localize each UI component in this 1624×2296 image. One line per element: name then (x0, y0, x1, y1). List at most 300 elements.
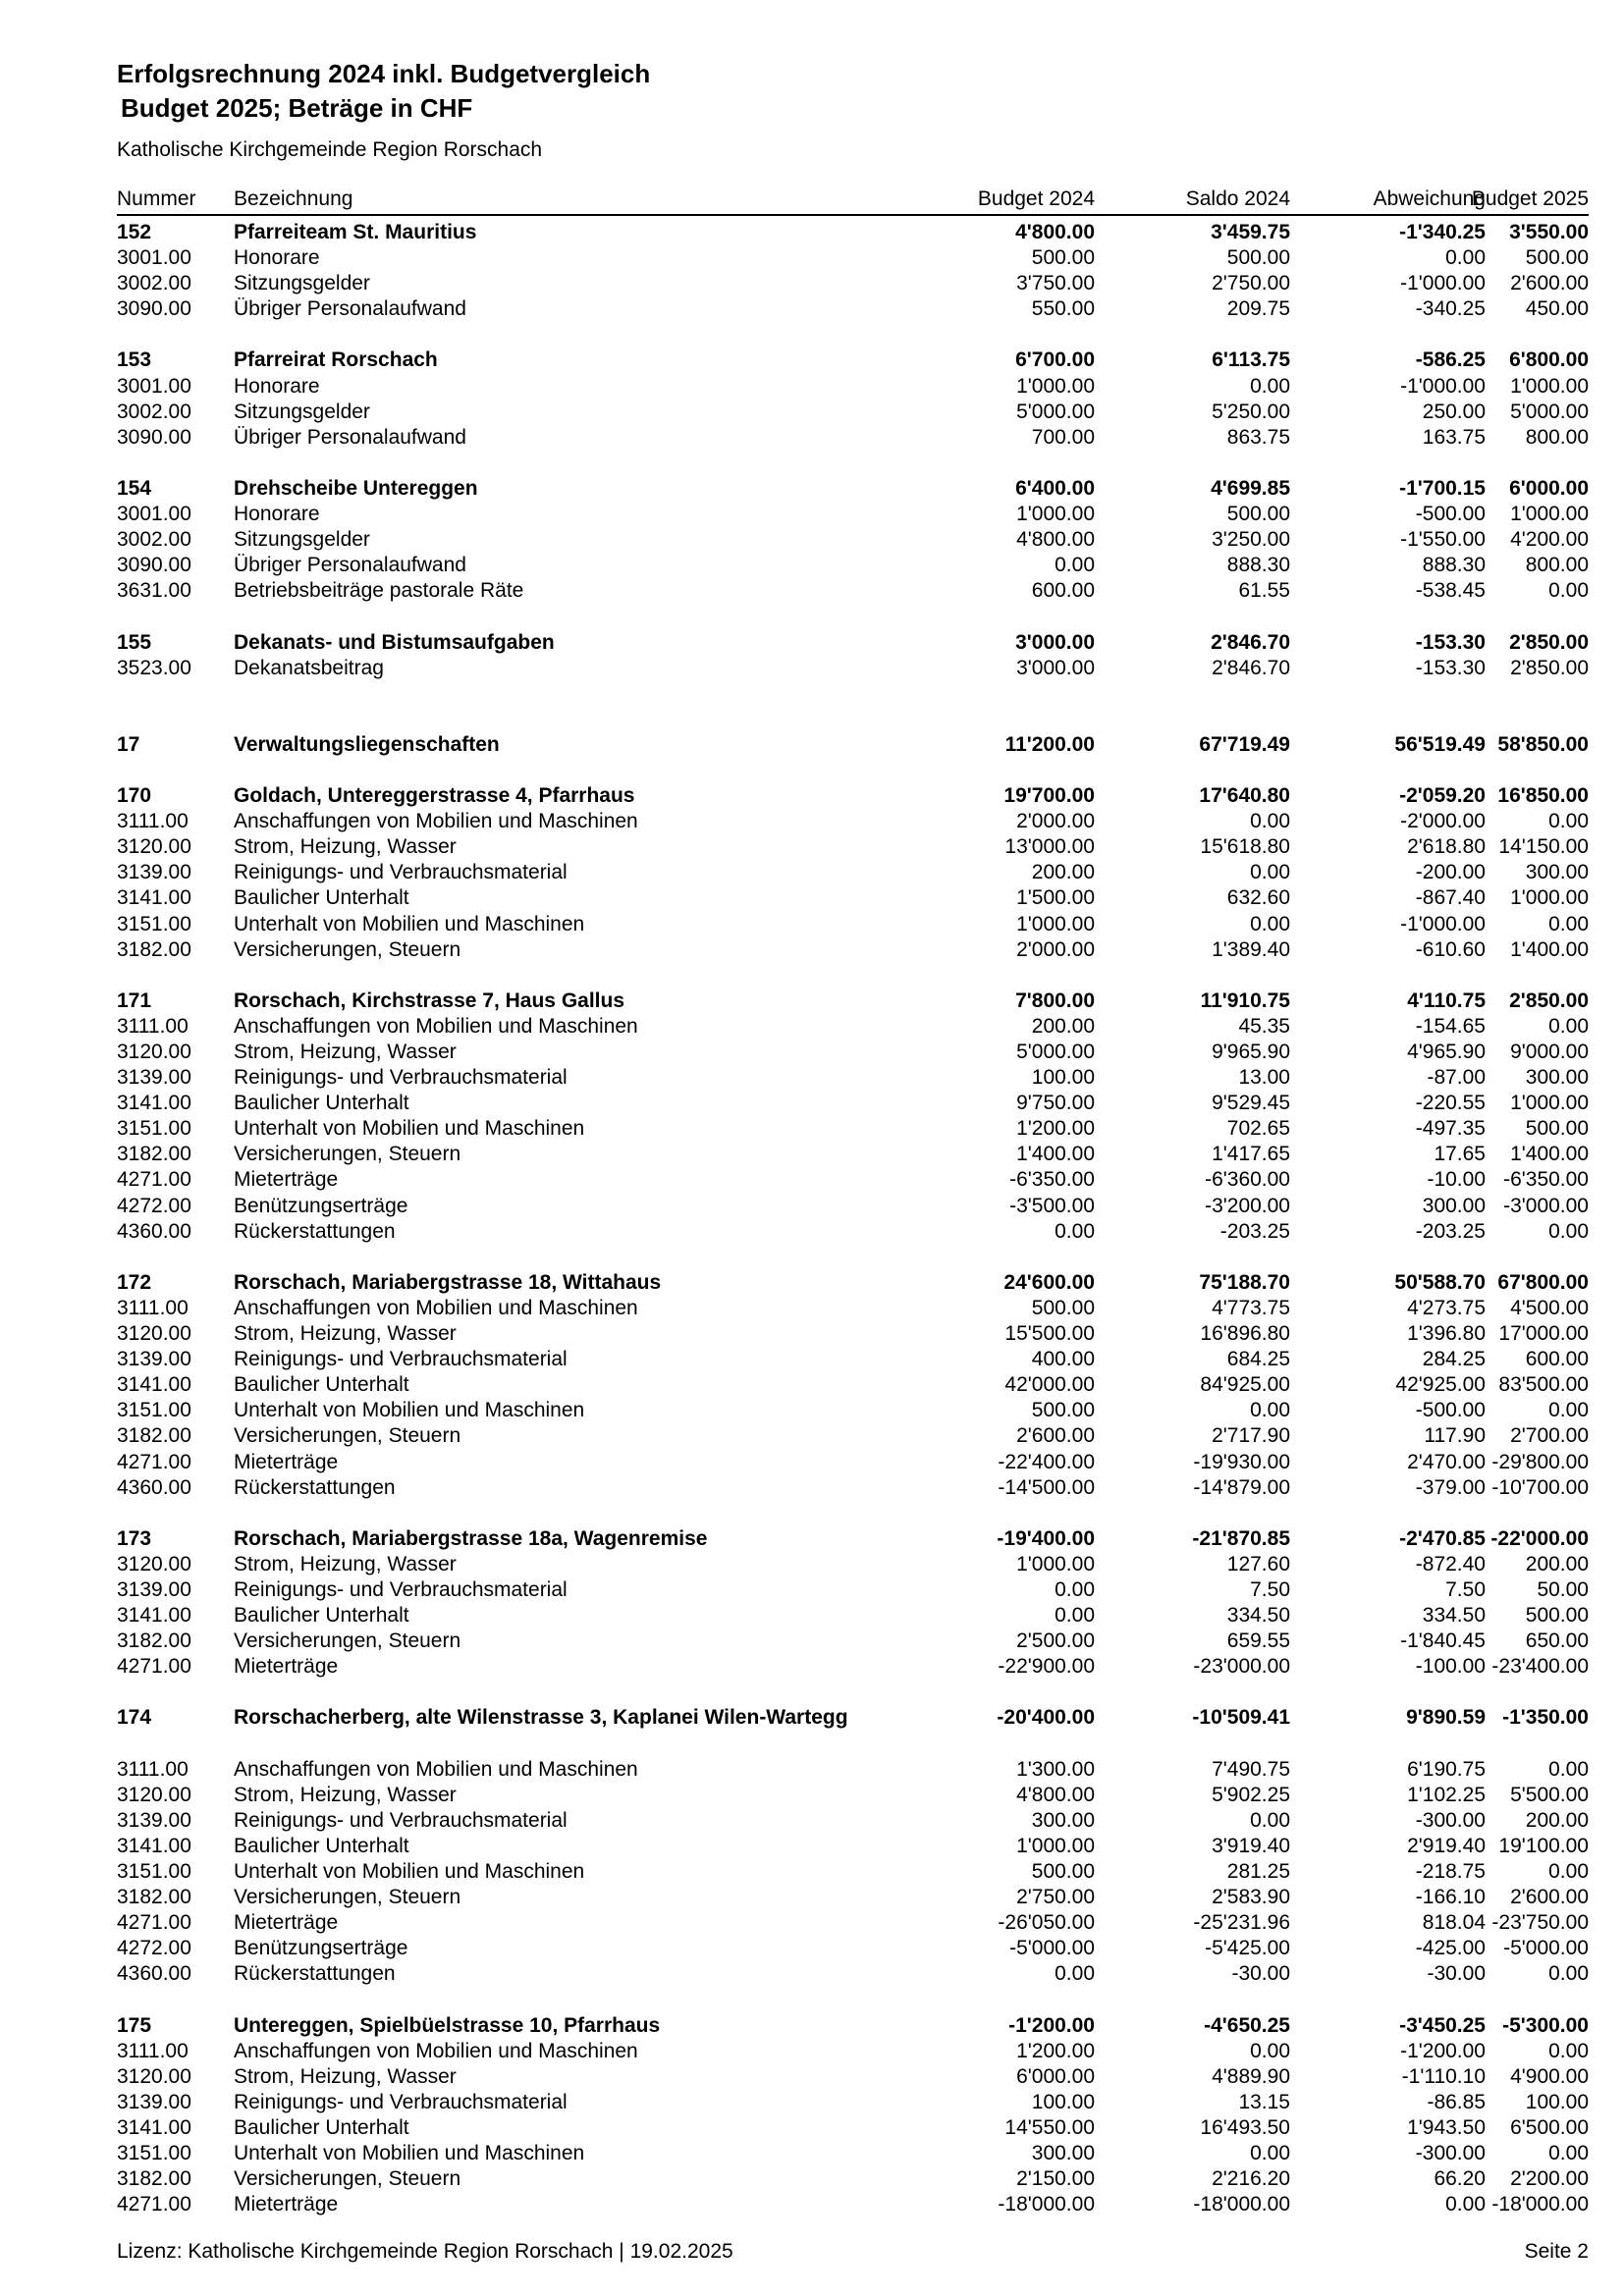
cell-bezeichnung: Rorschacherberg, alte Wilenstrasse 3, Kaplanei Wilen-Wartegg (234, 1706, 848, 1730)
cell-saldo-2024: 888.30 (1226, 554, 1290, 577)
cell-abweichung: 0.00 (1445, 2193, 1486, 2216)
cell-abweichung: -500.00 (1415, 503, 1486, 526)
cell-budget-2025: 2'600.00 (1510, 1886, 1589, 1909)
cell-budget-2024: 500.00 (1031, 246, 1095, 270)
cell-abweichung: -10.00 (1427, 1168, 1486, 1192)
cell-abweichung: 284.25 (1422, 1348, 1486, 1371)
cell-budget-2025: -10'700.00 (1491, 1475, 1589, 1499)
cell-abweichung: -2'059.20 (1399, 784, 1486, 808)
cell-nummer: 4271.00 (117, 1450, 191, 1473)
cell-saldo-2024: 5'250.00 (1212, 400, 1290, 423)
table-row (117, 578, 1589, 604)
cell-saldo-2024: -25'231.96 (1193, 1911, 1290, 1935)
table-row (117, 2166, 1589, 2192)
table-row (117, 937, 1589, 963)
cell-abweichung: -153.30 (1415, 630, 1486, 654)
cell-abweichung: -872.40 (1415, 1552, 1486, 1575)
cell-nummer: 3141.00 (117, 1604, 191, 1628)
cell-bezeichnung: Honorare (234, 503, 320, 526)
cell-saldo-2024: 67'719.49 (1199, 732, 1290, 756)
cell-budget-2025: 1'400.00 (1510, 937, 1589, 961)
table-row (117, 2064, 1589, 2090)
cell-bezeichnung: Sitzungsgelder (234, 272, 370, 295)
cell-budget-2025: 300.00 (1525, 861, 1589, 884)
cell-saldo-2024: 209.75 (1226, 297, 1290, 321)
cell-nummer: 3151.00 (117, 1117, 191, 1141)
cell-budget-2025: 2'600.00 (1510, 272, 1589, 295)
cell-budget-2024: 1'000.00 (1016, 374, 1095, 398)
cell-saldo-2024: 11'910.75 (1200, 988, 1290, 1012)
cell-budget-2024: 7'800.00 (1015, 988, 1095, 1012)
cell-bezeichnung: Mieterträge (234, 2193, 339, 2216)
cell-bezeichnung: Unterhalt von Mobilien und Maschinen (234, 1860, 585, 1883)
cell-saldo-2024: 659.55 (1226, 1629, 1290, 1653)
cell-nummer: 3111.00 (117, 810, 189, 833)
cell-budget-2025: 6'000.00 (1509, 476, 1589, 500)
cell-budget-2024: 6'000.00 (1016, 2064, 1095, 2088)
cell-budget-2025: 17'000.00 (1498, 1322, 1589, 1346)
cell-nummer: 4271.00 (117, 1655, 191, 1679)
cell-abweichung: -220.55 (1415, 1092, 1486, 1115)
cell-budget-2024: -20'400.00 (997, 1706, 1095, 1730)
row-spacer (117, 322, 1589, 347)
cell-abweichung: -1'000.00 (1400, 272, 1486, 295)
cell-abweichung: 2'470.00 (1407, 1450, 1486, 1473)
table-row (117, 553, 1589, 578)
cell-budget-2025: 0.00 (1548, 2142, 1589, 2165)
table-row (117, 834, 1589, 860)
cell-saldo-2024: 500.00 (1226, 246, 1290, 270)
table-row (117, 1577, 1589, 1603)
cell-budget-2024: 2'000.00 (1016, 937, 1095, 961)
cell-budget-2025: 0.00 (1548, 810, 1589, 833)
table-row (117, 912, 1589, 937)
table-row (117, 2115, 1589, 2141)
cell-bezeichnung: Anschaffungen von Mobilien und Maschinen (234, 1296, 638, 1319)
cell-budget-2025: 600.00 (1525, 1348, 1589, 1371)
cell-bezeichnung: Reinigungs- und Verbrauchsmaterial (234, 1577, 568, 1601)
table-row-group (117, 988, 1589, 1014)
table-row (117, 1040, 1589, 1065)
cell-nummer: 4272.00 (117, 1194, 191, 1217)
cell-budget-2025: 4'200.00 (1510, 528, 1589, 552)
cell-budget-2025: 2'850.00 (1509, 630, 1589, 654)
cell-budget-2025: 58'850.00 (1497, 732, 1589, 756)
table-row-group (117, 476, 1589, 502)
cell-budget-2024: 3'750.00 (1016, 272, 1095, 295)
cell-saldo-2024: 0.00 (1250, 1808, 1290, 1832)
cell-budget-2024: 4'800.00 (1016, 528, 1095, 552)
table-row (117, 2090, 1589, 2115)
cell-nummer: 172 (117, 1270, 152, 1294)
cell-saldo-2024: 17'640.80 (1199, 784, 1290, 808)
cell-bezeichnung: Rorschach, Kirchstrasse 7, Haus Gallus (234, 988, 625, 1012)
cell-saldo-2024: -5'425.00 (1205, 1937, 1290, 1960)
cell-nummer: 3139.00 (117, 1066, 191, 1090)
table-row (117, 809, 1589, 834)
cell-budget-2024: -19'400.00 (997, 1526, 1095, 1550)
cell-saldo-2024: 3'919.40 (1212, 1834, 1290, 1857)
table-row (117, 374, 1589, 400)
cell-bezeichnung: Strom, Heizung, Wasser (234, 835, 457, 859)
cell-abweichung: 2'919.40 (1407, 1834, 1486, 1857)
cell-nummer: 3120.00 (117, 1783, 191, 1806)
table-row (117, 400, 1589, 425)
cell-bezeichnung: Mieterträge (234, 1450, 339, 1473)
cell-nummer: 3120.00 (117, 835, 191, 859)
cell-saldo-2024: -23'000.00 (1193, 1655, 1290, 1679)
cell-bezeichnung: Rorschach, Mariabergstrasse 18a, Wagenremise (234, 1526, 708, 1550)
cell-budget-2025: 500.00 (1525, 246, 1589, 270)
cell-saldo-2024: -30.00 (1231, 1962, 1290, 1986)
cell-abweichung: 4'110.75 (1407, 988, 1486, 1012)
cell-nummer: 3001.00 (117, 503, 191, 526)
cell-saldo-2024: 0.00 (1250, 1399, 1290, 1422)
cell-saldo-2024: 0.00 (1250, 861, 1290, 884)
table-row-group (117, 1705, 1589, 1756)
cell-budget-2025: 0.00 (1548, 1757, 1589, 1781)
cell-nummer: 3182.00 (117, 2167, 191, 2191)
table-row (117, 860, 1589, 885)
cell-budget-2024: -26'050.00 (998, 1911, 1095, 1935)
cell-budget-2024: 700.00 (1031, 425, 1095, 449)
cell-saldo-2024: 5'902.25 (1212, 1783, 1290, 1806)
cell-nummer: 152 (117, 221, 152, 243)
cell-budget-2025: 0.00 (1548, 1962, 1589, 1986)
cell-budget-2025: -22'000.00 (1490, 1526, 1589, 1550)
table-row (117, 1859, 1589, 1885)
cell-bezeichnung: Strom, Heizung, Wasser (234, 1322, 457, 1346)
cell-saldo-2024: 9'965.90 (1212, 1041, 1290, 1063)
cell-bezeichnung: Reinigungs- und Verbrauchsmaterial (234, 1348, 568, 1371)
cell-saldo-2024: 2'846.70 (1212, 656, 1290, 679)
row-spacer (117, 1680, 1589, 1705)
cell-nummer: 3090.00 (117, 297, 191, 321)
cell-budget-2024: 500.00 (1031, 1860, 1095, 1883)
cell-bezeichnung: Strom, Heizung, Wasser (234, 1041, 457, 1063)
cell-abweichung: -497.35 (1415, 1117, 1486, 1141)
cell-saldo-2024: 16'493.50 (1200, 2115, 1290, 2139)
table-row (117, 1219, 1589, 1245)
cell-budget-2024: 1'000.00 (1016, 503, 1095, 526)
cell-saldo-2024: 0.00 (1250, 2039, 1290, 2062)
cell-abweichung: -1'340.25 (1399, 221, 1486, 243)
cell-budget-2025: 2'850.00 (1510, 656, 1589, 679)
table-row (117, 1654, 1589, 1680)
cell-budget-2024: 1'500.00 (1016, 886, 1095, 910)
cell-budget-2025: 800.00 (1525, 425, 1589, 449)
table-row (117, 1398, 1589, 1423)
cell-budget-2025: -3'000.00 (1503, 1194, 1589, 1217)
table-row (117, 1116, 1589, 1142)
cell-nummer: 3111.00 (117, 1757, 189, 1781)
cell-nummer: 3120.00 (117, 1322, 191, 1346)
cell-budget-2024: 4'800.00 (1016, 1783, 1095, 1806)
cell-nummer: 154 (117, 476, 152, 500)
cell-budget-2025: 1'400.00 (1510, 1143, 1589, 1166)
cell-bezeichnung: Unterhalt von Mobilien und Maschinen (234, 1117, 585, 1141)
cell-abweichung: 888.30 (1422, 554, 1486, 577)
table-row-group (117, 347, 1589, 373)
cell-bezeichnung: Übriger Personalaufwand (234, 554, 466, 577)
cell-budget-2025: 0.00 (1548, 1860, 1589, 1883)
cell-saldo-2024: 3'459.75 (1211, 221, 1290, 243)
cell-nummer: 4271.00 (117, 1911, 191, 1935)
cell-budget-2025: 6'800.00 (1509, 348, 1589, 372)
cell-budget-2025: 1'000.00 (1510, 1092, 1589, 1115)
row-spacer (117, 1987, 1589, 2012)
cell-budget-2025: 500.00 (1525, 1604, 1589, 1628)
cell-budget-2024: 14'550.00 (1004, 2115, 1095, 2139)
cell-abweichung: 818.04 (1422, 1911, 1486, 1935)
cell-bezeichnung: Mieterträge (234, 1168, 339, 1192)
cell-budget-2024: 100.00 (1031, 2090, 1095, 2113)
cell-abweichung: 250.00 (1422, 400, 1486, 423)
cell-budget-2024: 2'150.00 (1016, 2167, 1095, 2191)
cell-bezeichnung: Baulicher Unterhalt (234, 2115, 409, 2139)
cell-bezeichnung: Versicherungen, Steuern (234, 1143, 461, 1166)
cell-nummer: 3090.00 (117, 554, 191, 577)
cell-budget-2024: 500.00 (1031, 1399, 1095, 1422)
cell-saldo-2024: 1'389.40 (1212, 937, 1290, 961)
cell-abweichung: 300.00 (1422, 1194, 1486, 1217)
cell-budget-2025: 4'500.00 (1510, 1296, 1589, 1319)
cell-abweichung: -1'000.00 (1400, 912, 1486, 935)
cell-budget-2024: 0.00 (1055, 554, 1095, 577)
cell-budget-2025: 19'100.00 (1498, 1834, 1589, 1857)
cell-nummer: 3139.00 (117, 1808, 191, 1832)
cell-abweichung: -610.60 (1415, 937, 1486, 961)
cell-budget-2025: 1'000.00 (1510, 374, 1589, 398)
cell-abweichung: 0.00 (1445, 246, 1486, 270)
cell-saldo-2024: -18'000.00 (1193, 2193, 1290, 2216)
cell-budget-2025: 0.00 (1548, 2039, 1589, 2062)
cell-budget-2025: 2'200.00 (1510, 2167, 1589, 2191)
table-row-group (117, 630, 1589, 656)
cell-saldo-2024: -3'200.00 (1205, 1194, 1290, 1217)
cell-abweichung: -86.85 (1427, 2090, 1486, 2113)
cell-nummer: 3002.00 (117, 528, 191, 552)
cell-budget-2024: 0.00 (1055, 1219, 1095, 1243)
cell-saldo-2024: 127.60 (1226, 1552, 1290, 1575)
cell-nummer: 3001.00 (117, 246, 191, 270)
cell-saldo-2024: 2'750.00 (1212, 272, 1290, 295)
cell-abweichung: -203.25 (1415, 1219, 1486, 1243)
table-row-group (117, 220, 1589, 245)
cell-nummer: 3002.00 (117, 400, 191, 423)
cell-abweichung: 6'190.75 (1407, 1757, 1486, 1781)
cell-nummer: 3141.00 (117, 886, 191, 910)
cell-budget-2024: 5'000.00 (1016, 1041, 1095, 1063)
table-row (117, 1603, 1589, 1629)
cell-nummer: 3120.00 (117, 1041, 191, 1063)
cell-abweichung: -340.25 (1415, 297, 1486, 321)
cell-bezeichnung: Übriger Personalaufwand (234, 425, 466, 449)
col-header-budget-2025: Budget 2025 (1471, 187, 1589, 210)
table-row (117, 2141, 1589, 2166)
cell-bezeichnung: Benützungserträge (234, 1194, 408, 1217)
cell-nummer: 3182.00 (117, 1886, 191, 1909)
cell-abweichung: -538.45 (1415, 579, 1486, 603)
cell-budget-2024: 0.00 (1055, 1604, 1095, 1628)
cell-budget-2024: 3'000.00 (1016, 656, 1095, 679)
table-row (117, 1552, 1589, 1577)
cell-saldo-2024: -21'870.85 (1192, 1526, 1290, 1550)
cell-budget-2024: 550.00 (1031, 297, 1095, 321)
cell-bezeichnung: Dekanatsbeitrag (234, 656, 384, 679)
cell-nummer: 3001.00 (117, 374, 191, 398)
cell-budget-2025: 50.00 (1537, 1577, 1589, 1601)
cell-abweichung: 1'396.80 (1407, 1322, 1486, 1346)
table-row (117, 1091, 1589, 1116)
cell-budget-2025: -5'000.00 (1503, 1937, 1589, 1960)
cell-nummer: 3090.00 (117, 425, 191, 449)
table-body (117, 220, 1589, 2217)
cell-budget-2025: 1'000.00 (1510, 503, 1589, 526)
table-row-group (117, 2013, 1589, 2039)
cell-bezeichnung: Mieterträge (234, 1911, 339, 1935)
cell-nummer: 3141.00 (117, 1092, 191, 1115)
cell-nummer: 3111.00 (117, 2039, 189, 2062)
cell-saldo-2024: 2'583.90 (1212, 1886, 1290, 1909)
cell-budget-2024: 42'000.00 (1004, 1373, 1095, 1397)
cell-budget-2024: 100.00 (1031, 1066, 1095, 1090)
cell-saldo-2024: 7'490.75 (1212, 1757, 1290, 1781)
table-row-group (117, 1526, 1589, 1552)
cell-abweichung: -425.00 (1415, 1937, 1486, 1960)
cell-budget-2024: -14'500.00 (998, 1475, 1095, 1499)
cell-budget-2024: -1'200.00 (1008, 2013, 1095, 2037)
cell-budget-2024: 1'400.00 (1016, 1143, 1095, 1166)
table-row (117, 656, 1589, 681)
cell-bezeichnung: Pfarreirat Rorschach (234, 348, 438, 372)
cell-nummer: 3631.00 (117, 579, 191, 603)
cell-nummer: 3182.00 (117, 1629, 191, 1653)
table-row (117, 1834, 1589, 1859)
cell-nummer: 3182.00 (117, 1143, 191, 1166)
row-spacer (117, 758, 1589, 783)
cell-saldo-2024: -10'509.41 (1192, 1706, 1290, 1730)
cell-abweichung: 9'890.59 (1406, 1706, 1486, 1730)
cell-abweichung: -867.40 (1415, 886, 1486, 910)
cell-saldo-2024: 4'889.90 (1212, 2064, 1290, 2088)
cell-budget-2024: 1'000.00 (1016, 912, 1095, 935)
cell-budget-2024: 0.00 (1055, 1577, 1095, 1601)
cell-budget-2024: -5'000.00 (1009, 1937, 1095, 1960)
cell-bezeichnung: Anschaffungen von Mobilien und Maschinen (234, 1757, 638, 1781)
cell-budget-2025: 9'000.00 (1510, 1041, 1589, 1063)
cell-bezeichnung: Anschaffungen von Mobilien und Maschinen (234, 2039, 638, 2062)
table-row (117, 1475, 1589, 1501)
cell-budget-2025: 3'550.00 (1509, 221, 1589, 243)
cell-abweichung: 66.20 (1434, 2167, 1486, 2191)
cell-nummer: 3002.00 (117, 272, 191, 295)
cell-nummer: 3182.00 (117, 1424, 191, 1448)
cell-bezeichnung: Reinigungs- und Verbrauchsmaterial (234, 2090, 568, 2113)
cell-budget-2024: 600.00 (1031, 579, 1095, 603)
cell-bezeichnung: Baulicher Unterhalt (234, 1834, 409, 1857)
cell-budget-2024: -18'000.00 (998, 2193, 1095, 2216)
cell-saldo-2024: -14'879.00 (1193, 1475, 1290, 1499)
cell-nummer: 3151.00 (117, 1399, 191, 1422)
cell-saldo-2024: 2'846.70 (1211, 630, 1290, 654)
cell-bezeichnung: Versicherungen, Steuern (234, 1424, 461, 1448)
row-spacer (117, 963, 1589, 988)
cell-budget-2025: 200.00 (1525, 1808, 1589, 1832)
cell-saldo-2024: 84'925.00 (1200, 1373, 1290, 1397)
cell-nummer: 155 (117, 630, 152, 654)
cell-budget-2024: 200.00 (1031, 1014, 1095, 1038)
col-header-bezeichnung: Bezeichnung (234, 187, 353, 210)
cell-bezeichnung: Benützungserträge (234, 1937, 408, 1960)
table-row (117, 1167, 1589, 1193)
cell-nummer: 3523.00 (117, 656, 191, 679)
cell-abweichung: -1'550.00 (1400, 528, 1486, 552)
cell-bezeichnung: Reinigungs- und Verbrauchsmaterial (234, 1066, 568, 1090)
cell-bezeichnung: Rückerstattungen (234, 1962, 396, 1986)
cell-saldo-2024: 4'773.75 (1212, 1296, 1290, 1319)
cell-nummer: 171 (117, 988, 152, 1012)
cell-budget-2025: 2'850.00 (1509, 988, 1589, 1012)
cell-abweichung: 42'925.00 (1395, 1373, 1486, 1397)
cell-saldo-2024: 334.50 (1226, 1604, 1290, 1628)
cell-budget-2024: 3'000.00 (1015, 630, 1095, 654)
table-header (117, 187, 1589, 216)
cell-nummer: 17 (117, 732, 140, 756)
table-row (117, 1757, 1589, 1783)
cell-nummer: 4271.00 (117, 2193, 191, 2216)
cell-bezeichnung: Versicherungen, Steuern (234, 1629, 461, 1653)
cell-budget-2024: 0.00 (1055, 1962, 1095, 1986)
cell-abweichung: -200.00 (1415, 861, 1486, 884)
cell-budget-2025: 300.00 (1525, 1066, 1589, 1090)
cell-budget-2024: 1'200.00 (1016, 2039, 1095, 2062)
cell-bezeichnung: Rorschach, Mariabergstrasse 18, Wittahaus (234, 1270, 662, 1294)
cell-bezeichnung: Pfarreiteam St. Mauritius (234, 221, 477, 243)
cell-abweichung: -2'000.00 (1400, 810, 1486, 833)
cell-nummer: 3151.00 (117, 912, 191, 935)
cell-budget-2025: 5'000.00 (1510, 400, 1589, 423)
cell-bezeichnung: Mieterträge (234, 1655, 339, 1679)
cell-abweichung: -3'450.25 (1399, 2013, 1486, 2037)
cell-budget-2025: -23'400.00 (1491, 1655, 1589, 1679)
row-spacer (117, 451, 1589, 476)
cell-budget-2024: 2'750.00 (1016, 1886, 1095, 1909)
row-spacer (117, 1501, 1589, 1526)
cell-saldo-2024: 702.65 (1226, 1117, 1290, 1141)
table-row (117, 1961, 1589, 1987)
cell-saldo-2024: 0.00 (1250, 912, 1290, 935)
cell-budget-2024: 200.00 (1031, 861, 1095, 884)
cell-nummer: 3141.00 (117, 1834, 191, 1857)
cell-budget-2025: 650.00 (1525, 1629, 1589, 1653)
cell-bezeichnung: Rückerstattungen (234, 1219, 396, 1243)
cell-budget-2025: -29'800.00 (1491, 1450, 1589, 1473)
cell-saldo-2024: 7.50 (1250, 1577, 1290, 1601)
cell-bezeichnung: Baulicher Unterhalt (234, 886, 409, 910)
table-row (117, 2039, 1589, 2064)
cell-budget-2024: -22'900.00 (998, 1655, 1095, 1679)
cell-saldo-2024: 2'717.90 (1212, 1424, 1290, 1448)
cell-budget-2025: 0.00 (1548, 1219, 1589, 1243)
cell-saldo-2024: 15'618.80 (1200, 835, 1290, 859)
cell-budget-2024: 500.00 (1031, 1296, 1095, 1319)
cell-bezeichnung: Versicherungen, Steuern (234, 1886, 461, 1909)
cell-saldo-2024: -19'930.00 (1193, 1450, 1290, 1473)
cell-saldo-2024: -4'650.25 (1204, 2013, 1290, 2037)
table-row (117, 1194, 1589, 1219)
cell-abweichung: 4'965.90 (1407, 1041, 1486, 1063)
